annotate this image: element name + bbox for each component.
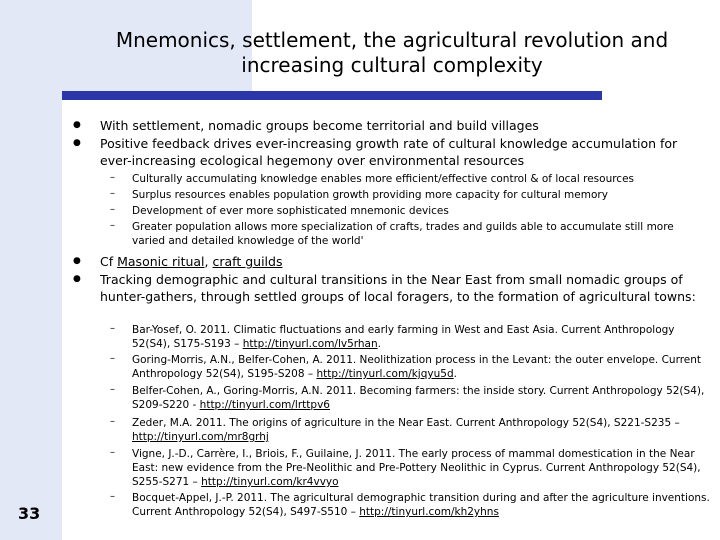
reference-text: Belfer-Cohen, A., Goring-Morris, A.N. 2011. Becoming farmers: the inside story. Current Anthropology 52(S4), S209-S220 - — [132, 385, 705, 411]
reference-link[interactable]: http://tinyurl.com/kr4vvyo — [201, 476, 339, 488]
masonic-ritual-link[interactable]: Masonic ritual — [117, 254, 205, 269]
sub-bullet-knowledge: Culturally accumulating knowledge enables more efficient/effective control & of local resources — [132, 173, 635, 185]
sub-bullet-dash: – — [110, 416, 115, 427]
sub-bullet-surplus: Surplus resources enables population growth providing more capacity for cultural memory — [132, 189, 608, 201]
left-sidebar-band — [0, 0, 62, 540]
craft-guilds-link[interactable]: craft guilds — [212, 254, 283, 269]
reference-link[interactable]: http://tinyurl.com/kh2yhns — [359, 506, 499, 518]
reference-tail: . — [377, 338, 381, 350]
title-line-1: Mnemonics, settlement, the agricultural revolution and — [115, 28, 669, 52]
reference-text: Zeder, M.A. 2011. The origins of agriculture in the Near East. Current Anthropology 52(S4), S221-S235 – — [132, 417, 680, 429]
slide-number: 33 — [18, 504, 41, 523]
reference-text: Bar-Yosef, O. 2011. Climatic fluctuations and early farming in West and East Asia. Current Anthropology 52(S4), S175-S193 – — [132, 324, 675, 350]
title-line-2: increasing cultural complexity — [241, 53, 543, 77]
reference-item — [132, 353, 710, 381]
bullet-dot: ● — [73, 256, 81, 266]
reference-link[interactable]: http://tinyurl.com/lv5rhan — [242, 338, 378, 350]
bullet-dot: ● — [73, 138, 81, 148]
sub-bullet-dash: – — [110, 491, 115, 502]
bullet-cf-links — [100, 253, 710, 270]
bullet-dot: ● — [73, 120, 81, 130]
sub-bullet-dash: – — [110, 172, 115, 183]
sub-bullet-specialization: Greater population allows more specialization of crafts, trades and guilds able to accumulate still more varied and detailed knowledge of the world' — [132, 221, 674, 247]
reference-item — [132, 447, 710, 489]
reference-tail: . — [453, 368, 457, 380]
sub-bullet-dash: – — [110, 353, 115, 364]
sub-bullet-dash: – — [110, 323, 115, 334]
title-underline-bar — [62, 91, 602, 100]
cf-separator: , — [204, 254, 213, 269]
sub-bullet-dash: – — [110, 220, 115, 231]
reference-link[interactable]: http://tinyurl.com/kjqyu5d — [316, 368, 454, 380]
reference-text: Vigne, J.-D., Carrère, I., Briois, F., Guilaine, J. 2011. The early process of mammal domestication in the Near East: new evidence from the Pre-Neolithic and Pre-Pottery Neolithic in Cyprus. Current Anthropology 52(S4), S255-S271 – — [132, 448, 701, 488]
reference-link[interactable]: http://tinyurl.com/mr8grhj — [132, 431, 269, 443]
sub-bullet-dash: – — [110, 204, 115, 215]
reference-item — [132, 491, 710, 519]
reference-item — [132, 384, 710, 412]
reference-text: Bocquet-Appel, J.-P. 2011. The agricultural demographic transition during and after the agriculture inventions. Current Anthropology 52(S4), S497-S510 – — [132, 492, 710, 518]
sub-bullet-dash: – — [110, 384, 115, 395]
bullet-settlement: With settlement, nomadic groups become territorial and build villages — [100, 118, 539, 133]
bullet-tracking: Tracking demographic and cultural transitions in the Near East from small nomadic groups of hunter-gathers, through settled groups of local foragers, to the formation of agricultural towns: — [100, 272, 696, 304]
reference-link[interactable]: http://tinyurl.com/lrttpv6 — [199, 399, 330, 411]
bullet-feedback: Positive feedback drives ever-increasing growth rate of cultural knowledge accumulation for ever-increasing ecological hegemony over environmental resources — [100, 136, 678, 168]
sub-bullet-mnemonic-devices: Development of ever more sophisticated mnemonic devices — [132, 205, 449, 217]
sub-bullet-dash: – — [110, 188, 115, 199]
reference-text: Goring-Morris, A.N., Belfer-Cohen, A. 2011. Neolithization process in the Levant: the outer envelope. Current Anthropology 52(S4), S195-S208 – — [132, 354, 702, 380]
reference-item — [132, 416, 710, 444]
bullet-dot: ● — [73, 274, 81, 284]
reference-item — [132, 323, 710, 351]
sub-bullet-dash: – — [110, 447, 115, 458]
cf-prefix: Cf — [100, 254, 118, 269]
slide-title — [62, 28, 720, 78]
